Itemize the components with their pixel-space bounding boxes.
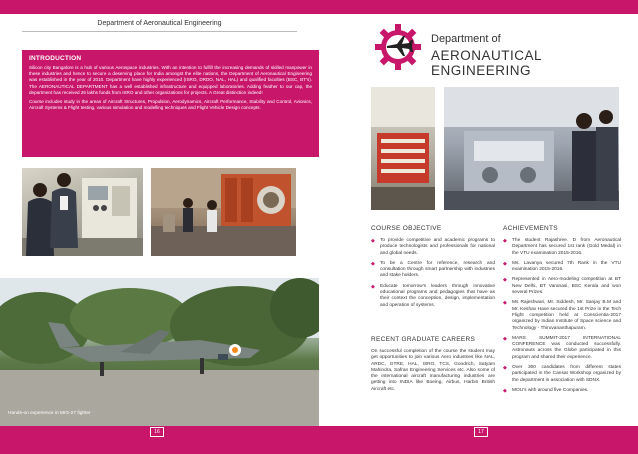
lab-photo-students — [22, 168, 143, 256]
top-banner — [0, 0, 319, 14]
lab-photo-board-art — [371, 87, 435, 210]
introduction-paragraph: Silicon city Bangalore is a hub of various Aerospace industries. With an intention to fulfill the increasing demands of skilled manpower in these industries and hence to secure a deserving place for India amongst the elite nations, the Department of Aeronautical Engineering was established in the year of 2010. Department have highly experienced (ISRO, DRDO, NAL, HAL) and qualified faculties (BSC, BT's). The AERONAUTICAL DEPARTMENT has a well established infrastructure and equipped laboratories. Adding feather to our cap, the department has received 26 lakhs funds from ISRO and other organizations for projects. A Great distinction indeed! — [29, 65, 312, 95]
lab-photo-engine-art — [444, 87, 619, 210]
list-item: ◆ Ms Rajeshwari, Mr. Siddesh, Mr. Sanjay B.M and Mr. Keshav Have secured the 1st Prize in the Tech Flight competition held at Conscientia-2017 organized by Indian Institute of Space science and Technology - Thiruvananthapuram. — [503, 300, 621, 331]
page-number: 17 — [474, 427, 488, 437]
list-item: ◆ MOU's with around five Companies. — [503, 388, 621, 394]
achievements-title: ACHIEVEMENTS — [503, 225, 558, 232]
page-number: 16 — [150, 427, 164, 437]
course-objective-list — [371, 238, 495, 313]
list-item: ◆ Ms. Lavanya secured 7th Rank in the VTU examination 2015-2016. — [503, 261, 621, 274]
mig27-photo — [0, 278, 319, 426]
list-item: ◆ Over 300 candidates from different states participated in the Cansat Workshop organized by the department in association with SDNX. — [503, 365, 621, 384]
list-item: ◆ Educate tomorrow's leaders through innovative educational programs and pedagogies that have as their context the conception, design, implementation and operation of systems. — [371, 284, 495, 309]
list-item: ◆ The student Rajashree. D from Aeronautical Department has secured 1st rank (Gold Medal) in the VTU examination 2015-2016. — [503, 238, 621, 257]
course-objective-title: COURSE OBJECTIVE — [371, 225, 442, 232]
department-title: AERONAUTICAL ENGINEERING — [431, 48, 542, 78]
lab-photo-board — [371, 87, 435, 210]
list-item: ◆ Represented in Aero-modeling competition at BT New Delhi, BT Varanasi, BSC Kerala and won several Prizes. — [503, 277, 621, 296]
careers-text: On successful completion of the course the student may get opportunities to join various Aero industries like NAL, ARDC, GTRE, HAL, ISRO, TCS, Goodrich, Satyam Mahindra, Safran Engineering Services etc. Also some of the international aircraft manufacturing industries are getting into INDIA like Boeing, Airbus, Harbin British Aircraft etc. — [371, 349, 495, 392]
top-banner — [319, 0, 638, 14]
right-page — [319, 0, 638, 454]
running-header: Department of Aeronautical Engineering — [97, 20, 222, 27]
introduction-box — [22, 50, 319, 157]
introduction-title: INTRODUCTION — [29, 55, 82, 62]
header-divider — [22, 31, 297, 32]
careers-title: RECENT GRADUATE CAREERS — [371, 336, 476, 343]
airplane-gear-icon — [373, 22, 423, 72]
photo-caption: Hands-on experience in MIG-27 fighter — [8, 411, 91, 416]
lab-photo-students-art — [22, 168, 143, 256]
course-paragraph: Course includes study in the areas of Aircraft Structures, Propulsion, Aerodynamics, Aircraft Performance, Stability and Control, Avionics, Aircraft Systems & Flight testing, various simulation and modelling techniques and Flight Vehicle Design concepts. — [29, 99, 312, 111]
department-label: Department of — [431, 33, 501, 45]
lab-photo-wind-tunnel-art — [151, 168, 296, 256]
lab-photo-wind-tunnel — [151, 168, 296, 256]
lab-photo-engine — [444, 87, 619, 210]
mig27-photo-art — [0, 278, 319, 426]
list-item: ◆ To provide competitive and academic programs to produce technologists and professionals for national and global needs. — [371, 238, 495, 257]
list-item: ◆ To be a Centre for reference, research and consultation through smart partnership with industries and stake holders. — [371, 261, 495, 280]
list-item: ◆ MARS SUMMIT-2017 INTERNATIONAL CONFERENCE was conducted successfully. Astronauts across the Globe participated in this program and shared their experience. — [503, 336, 621, 361]
achievements-list — [503, 238, 621, 398]
